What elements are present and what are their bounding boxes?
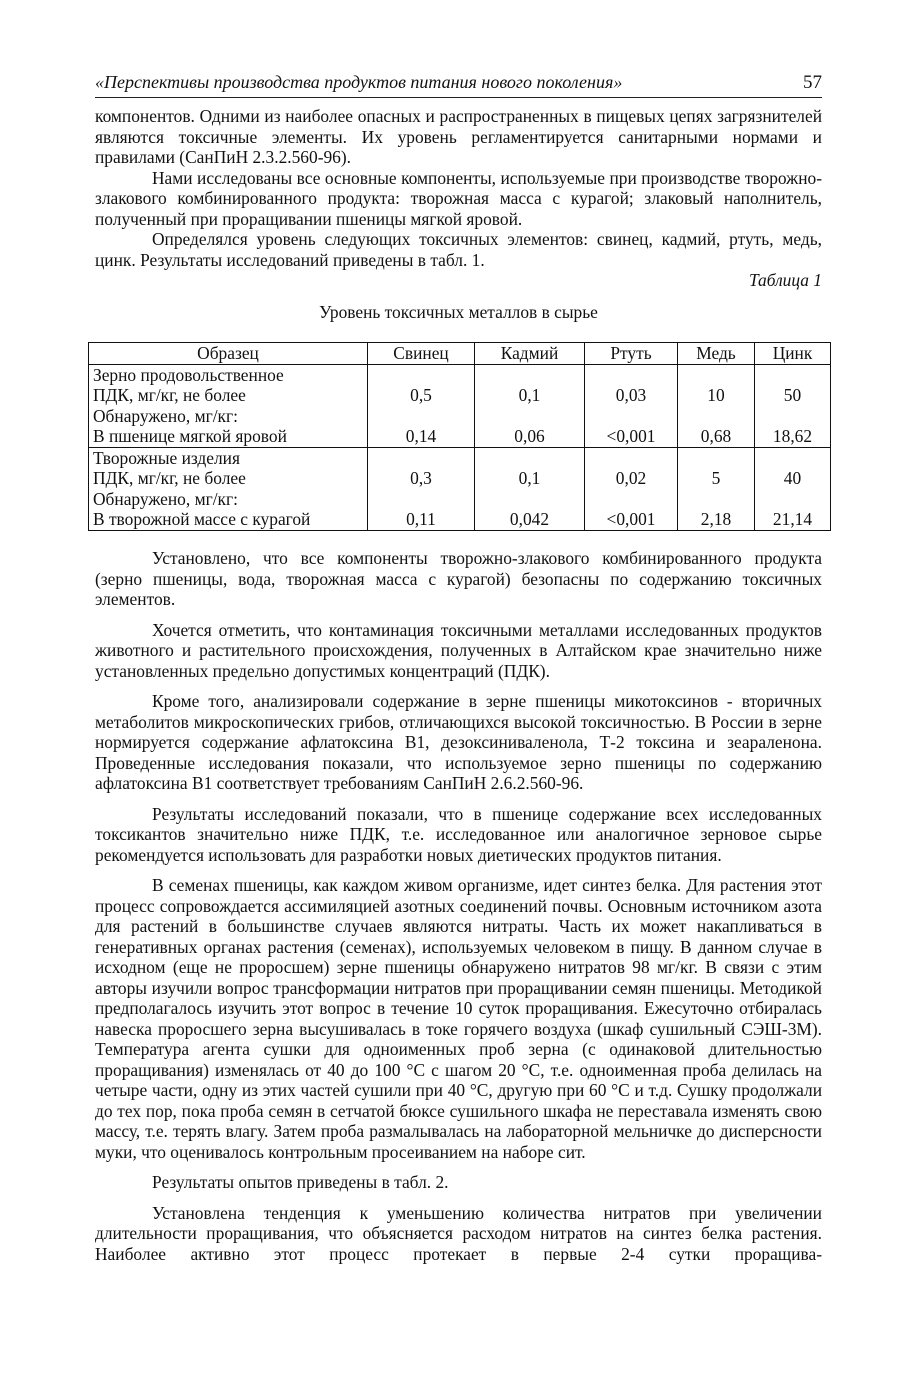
found-value: <0,001: [606, 426, 656, 446]
table-row: [89, 447, 831, 530]
table-row: [89, 364, 831, 447]
column-header: Образец: [89, 343, 368, 365]
value-cell-lead: [368, 364, 475, 447]
running-title: «Перспективы производства продуктов питания нового поколения»: [95, 72, 623, 92]
paragraph: Установлено, что все компоненты творожно-злакового комбинированного продукта (зерно пшеницы, вода, творожная масса с курагой) безопасны по содержанию токсичных элементов.: [95, 548, 822, 609]
body-text: [95, 548, 822, 1264]
found-value: <0,001: [606, 509, 656, 529]
pdk-value: 10: [707, 385, 725, 405]
sample-name: В творожной массе с курагой: [93, 509, 311, 529]
paragraph: Хочется отметить, что контаминация токсичными металлами исследованных продуктов животного и растительного происхождения, полученных в Алтайском крае значительно ниже установленных предельно допустимых концентраций (ПДК).: [95, 619, 822, 681]
found-value: 0,042: [509, 509, 550, 529]
found-value: 0,14: [405, 426, 437, 446]
value-cell-lead: [368, 447, 475, 530]
found-value: 0,11: [406, 509, 436, 529]
pdk-value: 0,1: [518, 468, 541, 488]
paragraph: Результаты исследований показали, что в пшенице содержание всех исследованных токсикантов значительно ниже ПДК, т.е. исследованное или аналогичное зерновое сырье рекомендуется использовать для разработки новых диетических продуктов питания.: [95, 803, 822, 865]
running-header: [95, 72, 822, 98]
found-label: Обнаружено, мг/кг:: [93, 488, 238, 509]
paragraph: Нами исследованы все основные компоненты, используемые при производстве творожно-злакового комбинированного продукта: творожная масса с курагой; злаковый наполнитель, полученный при проращивании пшеницы мягкой яровой.: [95, 167, 822, 229]
table-header-row: [89, 343, 831, 365]
table-caption: Уровень токсичных металлов в сырье: [319, 302, 598, 322]
table-label: Таблица 1: [749, 270, 822, 290]
value-cell-zinc: [755, 364, 831, 447]
paragraph: компонентов. Одними из наиболее опасных и распространенных в пищевых цепях загрязнителей являются токсичные элементы. Их уровень регламентируется санитарными нормами и правилами (СанПиН 2.3.2.560-96).: [95, 106, 822, 167]
paragraph: Результаты опытов приведены в табл. 2.: [152, 1172, 449, 1192]
pdk-value: 0,3: [410, 468, 432, 488]
found-label: Обнаружено, мг/кг:: [93, 405, 238, 426]
pdk-value: 40: [783, 468, 802, 488]
sample-cell: [89, 364, 368, 447]
pdk-value: 0,1: [518, 385, 541, 405]
value-cell-mercury: [585, 364, 678, 447]
value-cell-mercury: [585, 447, 678, 530]
header-rule: [95, 97, 822, 98]
pdk-value: 0,5: [410, 385, 432, 405]
found-value: 21,14: [772, 509, 813, 529]
pdk-value: 5: [711, 468, 721, 488]
pdk-label: ПДК, мг/кг, не более: [93, 468, 246, 488]
column-header: Медь: [678, 343, 755, 365]
paragraph: Определялся уровень следующих токсичных элементов: свинец, кадмий, ртуть, медь, цинк. Результаты исследований приведены в табл. 1.: [95, 229, 822, 270]
found-value: 0,06: [514, 426, 545, 446]
column-header: Ртуть: [585, 343, 678, 365]
column-header: Цинк: [755, 343, 831, 365]
value-cell-copper: [678, 364, 755, 447]
value-cell-cadmium: [475, 447, 585, 530]
pdk-value: 0,02: [615, 468, 647, 488]
pdk-value: 0,03: [615, 385, 647, 405]
found-value: 0,68: [700, 426, 732, 446]
column-header: Свинец: [368, 343, 475, 365]
group-name: Творожные изделия: [93, 447, 240, 468]
sample-name: В пшенице мягкой яровой: [93, 426, 287, 446]
paragraph: В семенах пшеницы, как каждом живом организме, идет синтез белка. Для растения этот процесс сопровождается ассимиляцией азотных соединений почвы. Основным источником азота для растений в большинстве случаев являются нитраты. Часть их может накапливаться в генеративных органах растения (семенах), используемых человеком в пищу. В данном случае в исходном (еще не проросшем) зерне пшеницы обнаружено нитратов 98 мг/кг. В связи с этим авторы изучили вопрос трансформации нитратов при проращивании семян пшеницы. Методикой предполагалось изучить этот вопрос в течение 10 суток проращивания. Ежесуточно отбиралась навеска проросшего зерна высушивалась в токе горячего воздуха (шкаф сушильный СЭШ-3М). Температура агента сушки для одноименных проб зерна (с одинаковой длительностью проращивания) изменялась от 40 до 100 °С с шагом 20 °С, т.е. одноименная проба делилась на четыре части, одну из этих частей сушили при 40 °С, другую при 60 °С и т.д. Сушку продолжали до тех пор, пока проба семян в сетчатой бюксе сушильного шкафа не переставала изменять свою массу, т.е. терять влагу. Затем проба размалывалась на лабораторной мельничке до дисперсности муки, что оценивалось контрольным просеиванием на наборе сит.: [95, 875, 822, 1162]
group-name: Зерно продовольственное: [93, 364, 284, 385]
pdk-value: 50: [783, 385, 802, 405]
value-cell-copper: [678, 447, 755, 530]
sample-cell: [89, 447, 368, 530]
page-number: 57: [803, 72, 822, 93]
value-cell-zinc: [755, 447, 831, 530]
toxic-metals-table: [88, 342, 831, 531]
value-cell-cadmium: [475, 364, 585, 447]
paragraph: Кроме того, анализировали содержание в зерне пшеницы микотоксинов - вторичных метаболитов микроскопических грибов, отличающихся высокой токсичностью. В России в зерне нормируется содержание афлатоксина В1, дезоксиниваленола, Т-2 токсина и зеараленона. Проведенные исследования показали, что используемое зерно пшеницы по содержанию афлатоксина В1 соответствует требованиям СанПиН 2.6.2.560-96.: [95, 691, 822, 793]
found-value: 2,18: [700, 509, 732, 529]
paragraph: Установлена тенденция к уменьшению количества нитратов при увеличении длительности проращивания, что объясняется расходом нитратов на синтез белка растения. Наиболее активно этот процесс протекает в первые 2-4 сутки проращива-: [95, 1202, 822, 1264]
column-header: Кадмий: [475, 343, 585, 365]
intro-text: [95, 106, 822, 270]
found-value: 18,62: [772, 426, 813, 446]
pdk-label: ПДК, мг/кг, не более: [93, 385, 246, 405]
